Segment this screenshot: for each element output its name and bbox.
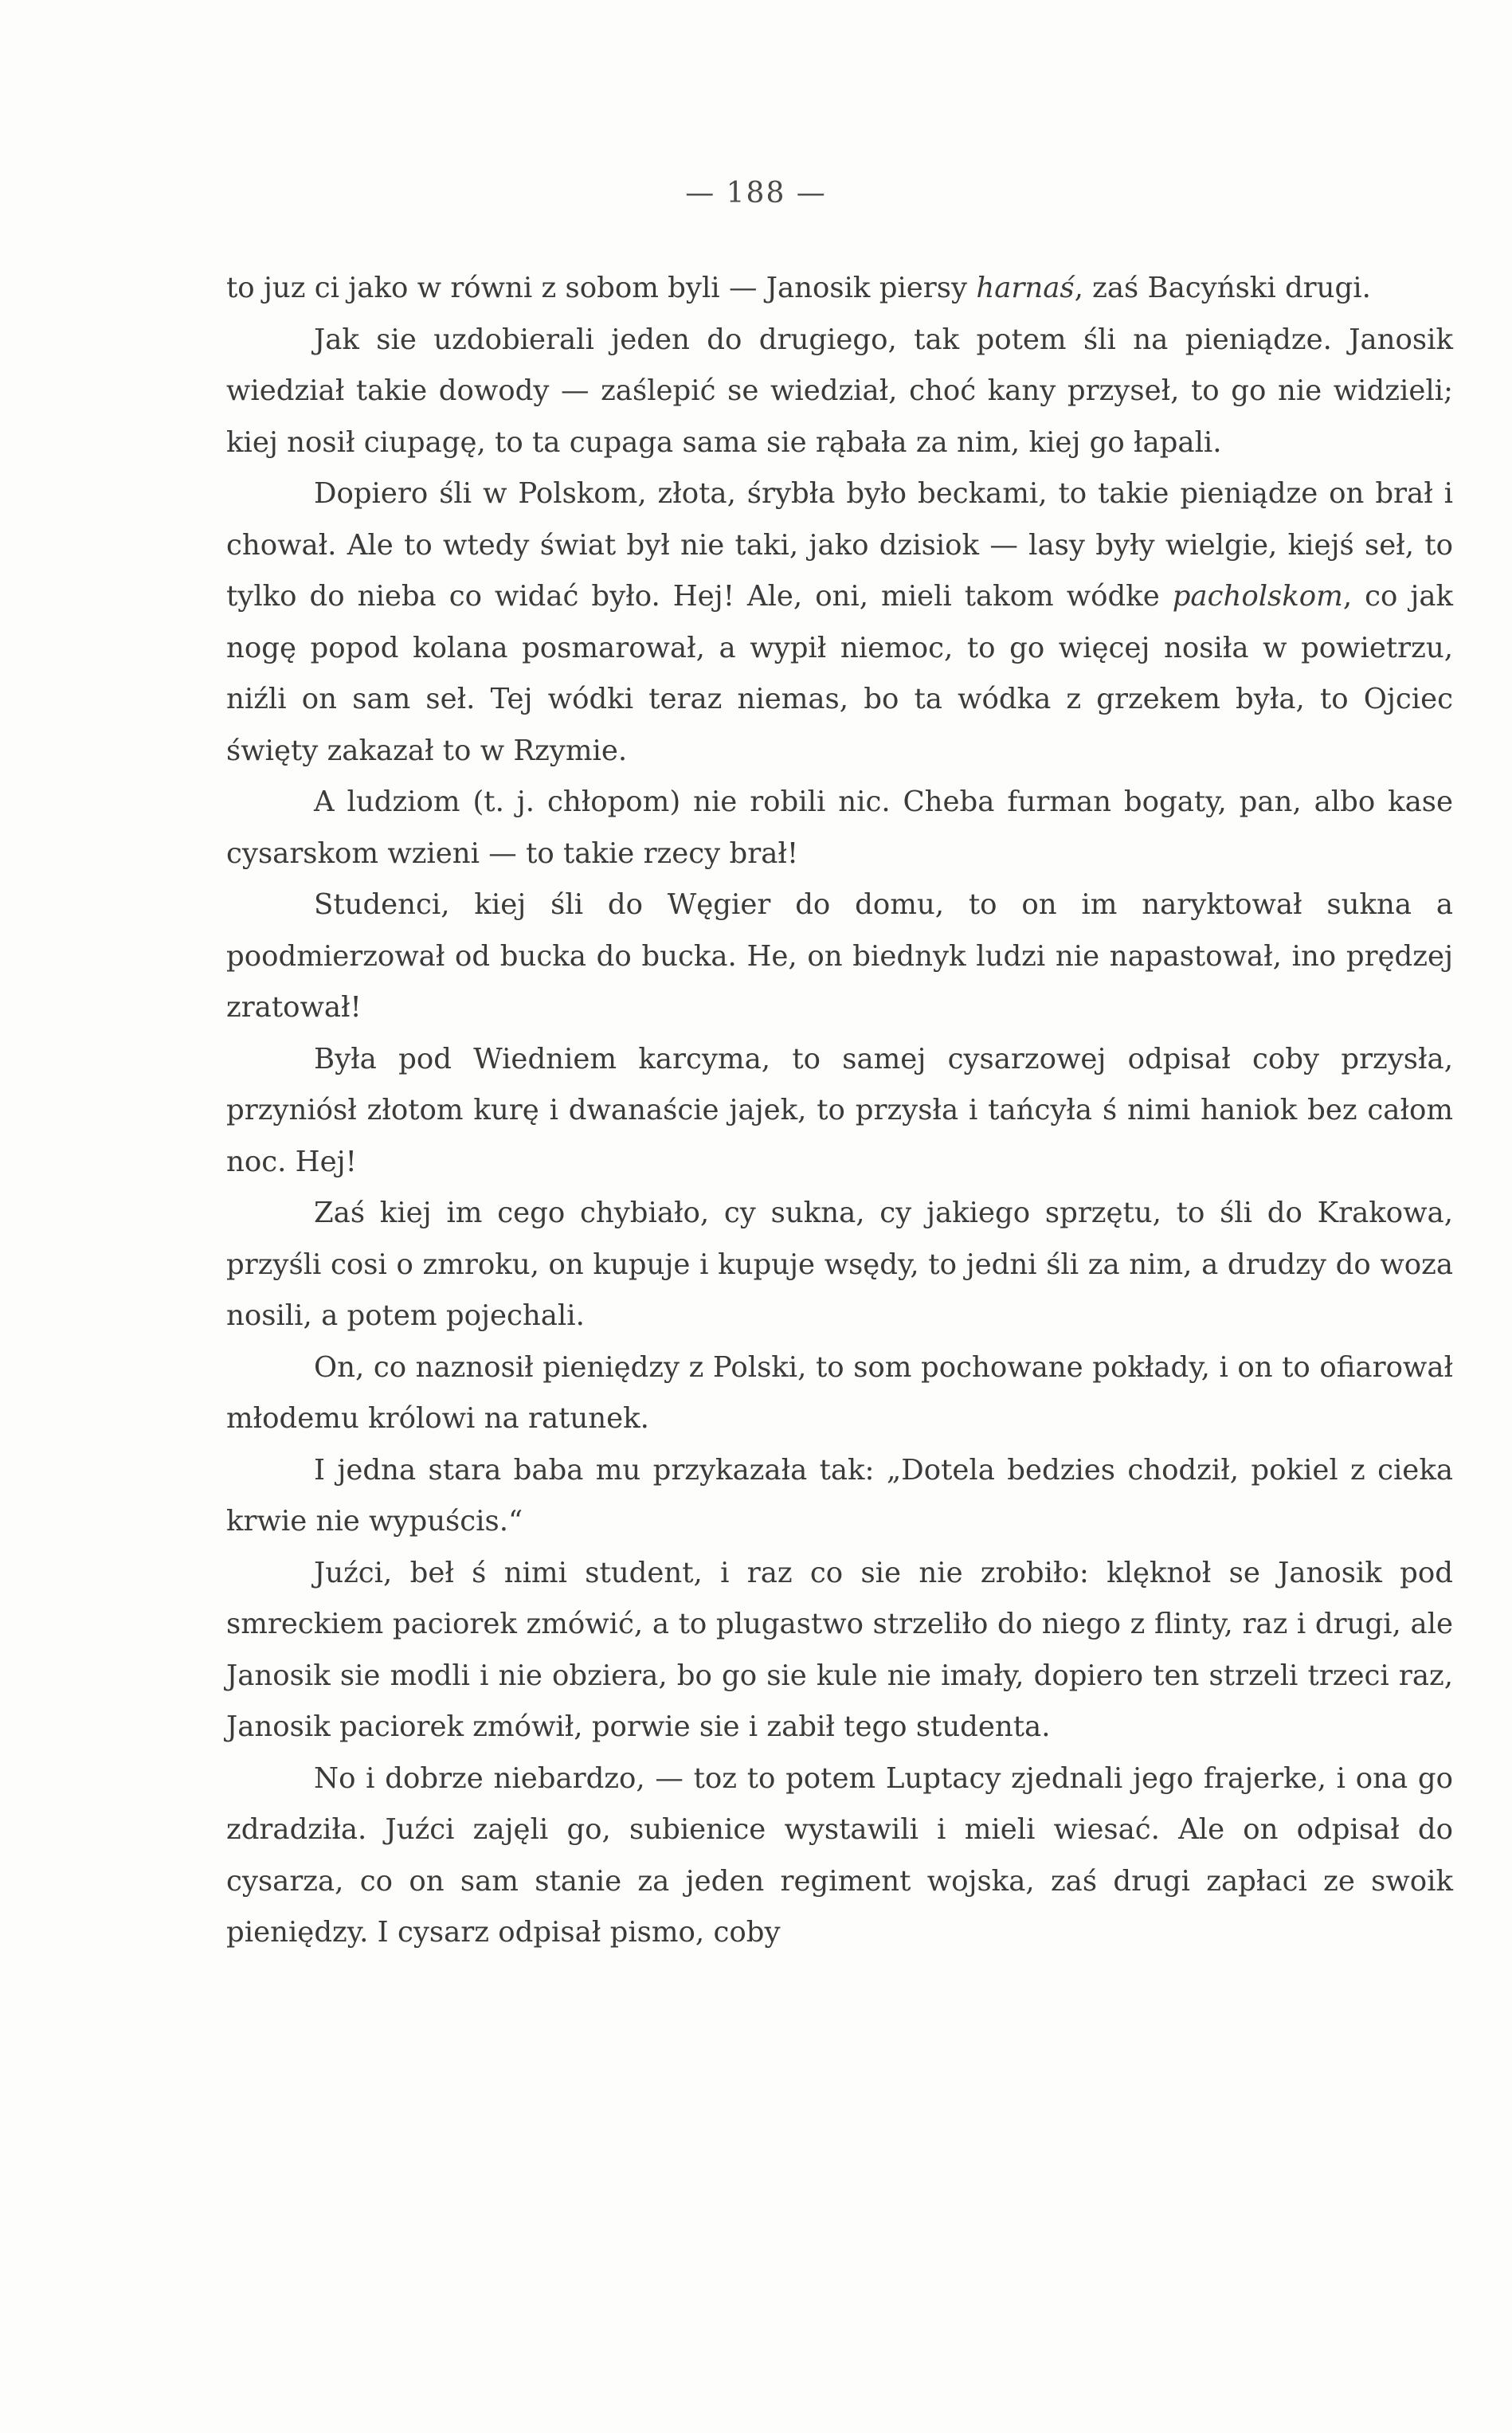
- paragraph-7: [226, 1188, 1453, 1342]
- page-number: — 188 —: [685, 177, 827, 210]
- body-text: [226, 263, 1453, 1959]
- text-run: , zaś Bacyński drugi.: [1074, 272, 1371, 304]
- text-run: Studenci, kiej śli do Węgier do domu, to on im naryktował sukna a poodmierzował od bucka do bucka. He, on biednyk ludzi nie napastował, ino prędzej zratował!: [226, 888, 1453, 1024]
- text-run-italic: pacholskom: [1172, 580, 1343, 613]
- paragraph-10: [226, 1548, 1453, 1753]
- text-run: , co jak nogę popod kolana posmarował, a wypił niemoc, to go więcej nosiła w powietrzu, niźli on sam seł. Tej wódki teraz niemas, bo ta wódka z grzekem była, to Ojciec święty zakazał to w Rzymie.: [226, 580, 1454, 767]
- paragraph-8: [226, 1342, 1453, 1445]
- text-run: Jak sie uzdobierali jeden do drugiego, tak potem śli na pieniądze. Janosik wiedział takie dowody — zaślepić se wiedział, choć kany przyseł, to go nie widzieli; kiej nosił ciupagę, to ta cupaga sama sie rąbała za nim, kiej go łapali.: [226, 323, 1453, 459]
- text-run: Zaś kiej im cego chybiało, cy sukna, cy jakiego sprzętu, to śli do Krakowa, przyśli cosi o zmroku, on kupuje i kupuje wsędy, to jedni śli za nim, a drudzy do woza nosili, a potem pojechali.: [226, 1197, 1453, 1332]
- text-run: On, co naznosił pieniędzy z Polski, to som pochowane pokłady, i on to ofiarował młodemu królowi na ratunek.: [226, 1350, 1453, 1435]
- paragraph-1: [226, 263, 1453, 315]
- text-run: to juz ci jako w równi z sobom byli — Janosik piersy: [226, 272, 977, 304]
- text-run-italic: harnaś: [976, 272, 1075, 304]
- text-run: Była pod Wiedniem karcyma, to samej cysarzowej odpisał coby przysła, przyniósł złotom kurę i dwanaście jajek, to przysła i tańcyła ś nimi haniok bez całom noc. Hej!: [226, 1042, 1453, 1178]
- text-run: Dopiero śli w Polskom, złota, śrybła było beckami, to takie pieniądze on brał i chował. Ale to wtedy świat był nie taki, jako dzisiok — lasy były wielgie, kiejś seł, to tylko do nieba co widać było. Hej! Ale, oni, mieli takom wódke: [226, 477, 1453, 613]
- text-run: I jedna stara baba mu przykazała tak: „Dotela bedzies chodził, pokiel z cieka krwie nie wypuścis.“: [226, 1453, 1453, 1538]
- paragraph-11: [226, 1753, 1453, 1959]
- text-run: No i dobrze niebardzo, — toz to potem Luptacy zjednali jego frajerke, i ona go zdradziła. Juźci zajęli go, subienice wystawili i mieli wiesać. Ale on odpisał do cysarza, co on sam stanie za jeden regiment wojska, zaś drugi zapłaci ze swoik pieniędzy. I cysarz odpisał pismo, coby: [226, 1761, 1453, 1949]
- paragraph-2: [226, 315, 1453, 469]
- paragraph-3: [226, 468, 1453, 777]
- paragraph-9: [226, 1445, 1453, 1548]
- paragraph-4: [226, 777, 1453, 880]
- text-run: A ludziom (t. j. chłopom) nie robili nic. Cheba furman bogaty, pan, albo kase cysarskom wzieni — to takie rzecy brał!: [226, 786, 1453, 870]
- text-run: Juźci, beł ś nimi student, i raz co sie nie zrobiło: klęknoł se Janosik pod smreckiem paciorek zmówić, a to plugastwo strzeliło do niego z flinty, raz i drugi, ale Janosik sie modli i nie obziera, bo go sie kule nie imały, dopiero ten strzeli trzeci raz, Janosik paciorek zmówił, porwie sie i zabił tego studenta.: [226, 1556, 1453, 1743]
- paragraph-5: [226, 880, 1453, 1034]
- paragraph-6: [226, 1034, 1453, 1189]
